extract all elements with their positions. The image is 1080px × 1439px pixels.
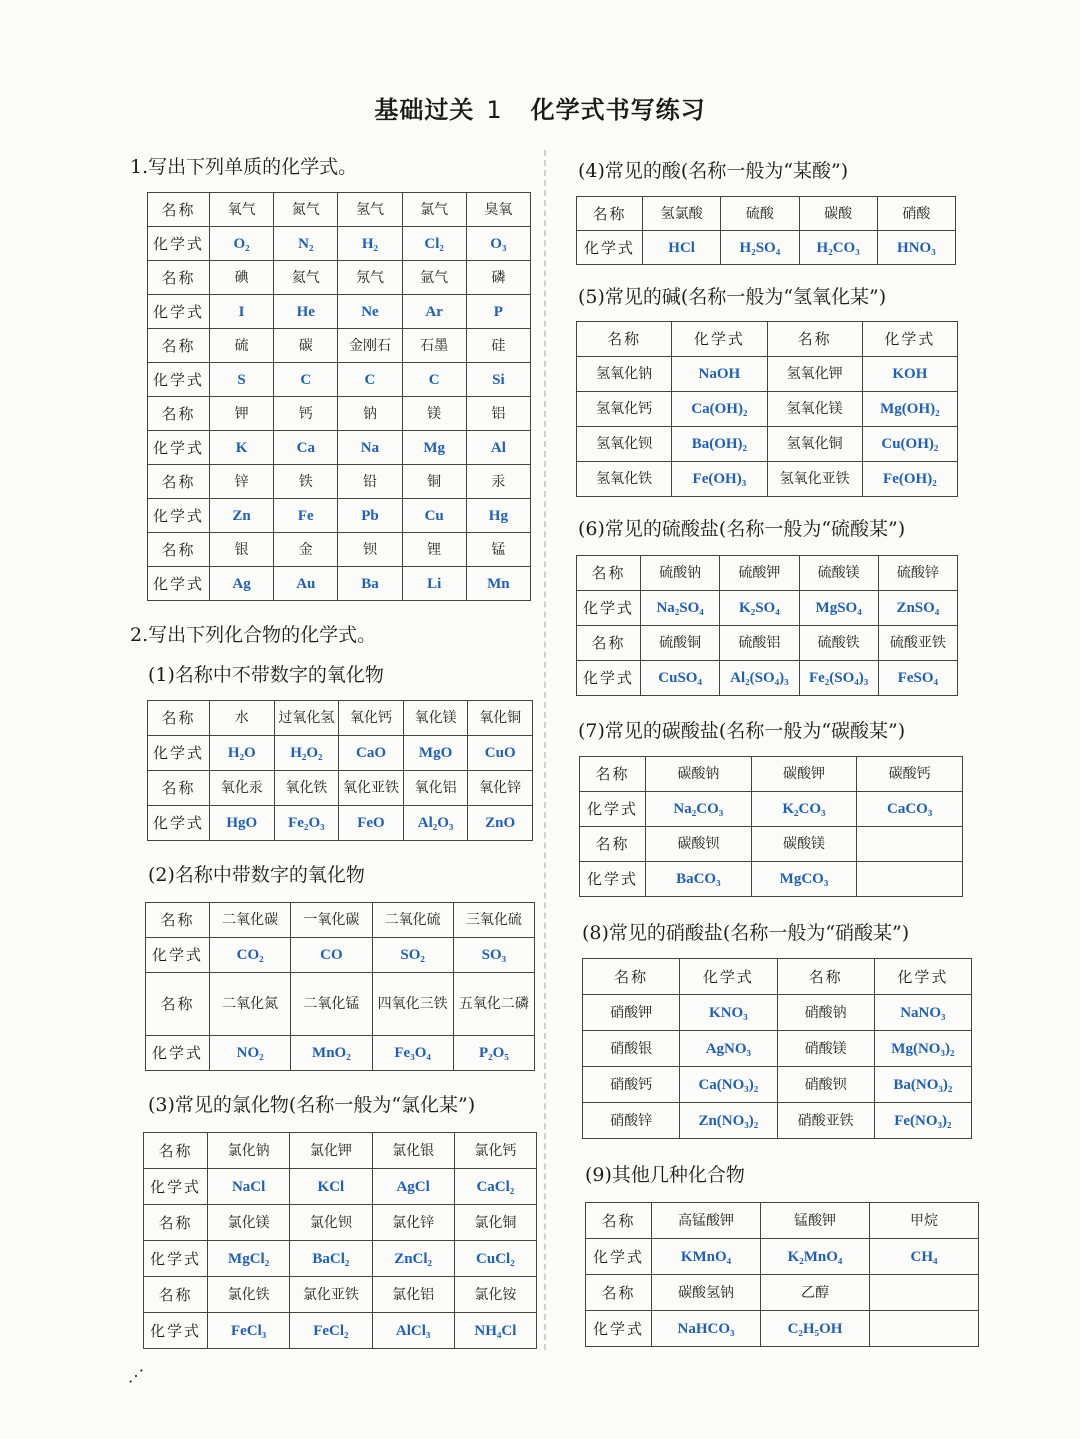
- formula-label: 化学式: [148, 227, 210, 261]
- formula-cell: NaHCO₃: [652, 1311, 761, 1347]
- formula-label: 化学式: [148, 736, 210, 771]
- formula-cell: HgO: [210, 806, 275, 841]
- compound-name: 二氧化硫: [372, 903, 453, 938]
- compound-name: 汞: [466, 465, 530, 499]
- formula-cell: C₂H₅OH: [761, 1311, 870, 1347]
- compound-name: 氧化锌: [468, 771, 533, 806]
- compound-name: 硫酸镁: [799, 556, 878, 591]
- formula-cell: Ne: [338, 295, 402, 329]
- nitrate-table: [582, 958, 972, 1139]
- formula-cell: FeO: [339, 806, 404, 841]
- compound-name: 氢氧化钙: [577, 392, 672, 427]
- compound-name: 硫酸: [721, 197, 799, 231]
- formula-cell: ZnO: [468, 806, 533, 841]
- compound-name: 钙: [274, 397, 338, 431]
- s2-heading: (2)名称中带数字的氧化物: [148, 864, 365, 886]
- formula-label: 化学式: [577, 591, 641, 626]
- formula-cell: SO₂: [372, 938, 453, 973]
- formula-label: 化学式: [146, 1036, 210, 1071]
- compound-name: 高锰酸钾: [652, 1203, 761, 1239]
- compound-name: 硝酸镁: [777, 1031, 874, 1067]
- formula-cell: Fe: [274, 499, 338, 533]
- formula-cell: CH₄: [870, 1239, 979, 1275]
- compound-name: 金: [274, 533, 338, 567]
- formula-label: 化学式: [148, 806, 210, 841]
- compound-name: 氯化铝: [372, 1277, 454, 1313]
- compound-name: 碳酸钙: [857, 757, 963, 792]
- formula-cell: ZnCl₂: [372, 1241, 454, 1277]
- compound-name: 氯化铁: [208, 1277, 290, 1313]
- formula-cell: KOH: [862, 357, 957, 392]
- name-label: 名称: [586, 1275, 652, 1311]
- compound-name: 氯化钙: [454, 1133, 536, 1169]
- formula-cell: CO₂: [210, 938, 291, 973]
- formula-cell: KCl: [290, 1169, 372, 1205]
- formula-cell: KNO₃: [680, 995, 777, 1031]
- formula-cell: Hg: [466, 499, 530, 533]
- formula-cell: NH₄Cl: [454, 1313, 536, 1349]
- formula-label: 化学式: [148, 363, 210, 397]
- formula-cell: CaCl₂: [454, 1169, 536, 1205]
- formula-cell: Si: [466, 363, 530, 397]
- formula-cell: CuCl₂: [454, 1241, 536, 1277]
- formula-cell: Fe₃O₄: [372, 1036, 453, 1071]
- formula-cell: MgCO₃: [751, 862, 857, 897]
- formula-label: 化学式: [144, 1241, 208, 1277]
- compound-name: 硫: [210, 329, 274, 363]
- formula-cell: FeSO₄: [878, 661, 957, 696]
- name-label: 名称: [577, 556, 641, 591]
- footer-mark: ⋰: [128, 1366, 144, 1385]
- q2-heading: 2.写出下列化合物的化学式。: [130, 624, 377, 646]
- formula-label: 化学式: [580, 792, 646, 827]
- formula-cell: MgCl₂: [208, 1241, 290, 1277]
- carbonate-table: [579, 756, 963, 897]
- compound-name: 硫酸亚铁: [878, 626, 957, 661]
- formula-cell: Fe₂(SO₄)₃: [799, 661, 878, 696]
- formula-cell: Fe₂O₃: [274, 806, 339, 841]
- formula-cell: Al₂(SO₄)₃: [720, 661, 799, 696]
- compound-name: 氮气: [274, 193, 338, 227]
- formula-cell: AgCl: [372, 1169, 454, 1205]
- compound-name: 硝酸银: [583, 1031, 680, 1067]
- compound-name: 钡: [338, 533, 402, 567]
- empty-cell: [870, 1311, 979, 1347]
- formula-cell: FeCl₂: [290, 1313, 372, 1349]
- formula-cell: CaO: [339, 736, 404, 771]
- compound-name: 铜: [402, 465, 466, 499]
- compound-name: 石墨: [402, 329, 466, 363]
- header-name: 名称: [767, 322, 862, 357]
- formula-cell: AlCl₃: [372, 1313, 454, 1349]
- formula-cell: Zn: [210, 499, 274, 533]
- compound-name: 铅: [338, 465, 402, 499]
- compound-name: 碳酸钠: [646, 757, 752, 792]
- acid-table: [576, 196, 956, 265]
- formula-cell: SO₃: [453, 938, 534, 973]
- s7-heading: (7)常见的碳酸盐(名称一般为“碳酸某”): [578, 720, 906, 742]
- compound-name: 过氧化氢: [274, 701, 339, 736]
- compound-name: 金刚石: [338, 329, 402, 363]
- name-label: 名称: [580, 757, 646, 792]
- compound-name: 氢氧化钡: [577, 427, 672, 462]
- formula-cell: Ca(NO₃)₂: [680, 1067, 777, 1103]
- compound-name: 硝酸钾: [583, 995, 680, 1031]
- compound-name: 碳酸: [799, 197, 877, 231]
- name-label: 名称: [144, 1205, 208, 1241]
- compound-name: 氯化铜: [454, 1205, 536, 1241]
- formula-label: 化学式: [148, 567, 210, 601]
- formula-cell: K₂CO₃: [751, 792, 857, 827]
- formula-label: 化学式: [146, 938, 210, 973]
- s6-heading: (6)常见的硫酸盐(名称一般为“硫酸某”): [578, 518, 906, 540]
- name-label: 名称: [144, 1277, 208, 1313]
- formula-cell: O₃: [466, 227, 530, 261]
- compound-name: 氢氯酸: [643, 197, 721, 231]
- header-formula: 化学式: [680, 959, 777, 995]
- name-label: 名称: [144, 1133, 208, 1169]
- formula-cell: Cu(OH)₂: [862, 427, 957, 462]
- formula-cell: Ca(OH)₂: [672, 392, 767, 427]
- name-label: 名称: [577, 197, 643, 231]
- compound-name: 氯化锌: [372, 1205, 454, 1241]
- compound-name: 硫酸铜: [641, 626, 720, 661]
- formula-cell: Ar: [402, 295, 466, 329]
- name-label: 名称: [577, 626, 641, 661]
- formula-cell: H₂CO₃: [799, 231, 877, 265]
- compound-name: 银: [210, 533, 274, 567]
- empty-cell: [857, 862, 963, 897]
- formula-cell: C: [274, 363, 338, 397]
- name-label: 名称: [148, 261, 210, 295]
- formula-cell: Li: [402, 567, 466, 601]
- compound-name: 氧气: [210, 193, 274, 227]
- compound-name: 氢氧化钠: [577, 357, 672, 392]
- elements-table: [147, 192, 531, 601]
- formula-cell: Cu: [402, 499, 466, 533]
- name-label: 名称: [148, 701, 210, 736]
- formula-cell: Fe(NO₃)₂: [874, 1103, 971, 1139]
- compound-name: 一氧化碳: [291, 903, 372, 938]
- s3-heading: (3)常见的氯化物(名称一般为“氯化某”): [148, 1094, 476, 1116]
- compound-name: 硫酸钾: [720, 556, 799, 591]
- compound-name: 氧化汞: [210, 771, 275, 806]
- compound-name: 二氧化氮: [210, 973, 291, 1036]
- header-name: 名称: [777, 959, 874, 995]
- compound-name: 锂: [402, 533, 466, 567]
- compound-name: 甲烷: [870, 1203, 979, 1239]
- formula-cell: CO: [291, 938, 372, 973]
- compound-name: 水: [210, 701, 275, 736]
- formula-cell: K: [210, 431, 274, 465]
- page-title: [0, 90, 1080, 125]
- formula-cell: Mg: [402, 431, 466, 465]
- compound-name: 铁: [274, 465, 338, 499]
- compound-name: 乙醇: [761, 1275, 870, 1311]
- compound-name: 氖气: [338, 261, 402, 295]
- chloride-table: [143, 1132, 537, 1349]
- compound-name: 硝酸钠: [777, 995, 874, 1031]
- formula-cell: K₂MnO₄: [761, 1239, 870, 1275]
- compound-name: 钾: [210, 397, 274, 431]
- compound-name: 锰: [466, 533, 530, 567]
- formula-cell: H₂O₂: [274, 736, 339, 771]
- compound-name: 硝酸钙: [583, 1067, 680, 1103]
- formula-cell: KMnO₄: [652, 1239, 761, 1275]
- formula-cell: MgO: [403, 736, 468, 771]
- header-formula: 化学式: [862, 322, 957, 357]
- formula-cell: S: [210, 363, 274, 397]
- compound-name: 硝酸亚铁: [777, 1103, 874, 1139]
- header-name: 名称: [583, 959, 680, 995]
- formula-label: 化学式: [577, 661, 641, 696]
- compound-name: 氢氧化镁: [767, 392, 862, 427]
- compound-name: 氢氧化铁: [577, 462, 672, 497]
- compound-name: 氧化铁: [274, 771, 339, 806]
- oxide-table-1: [147, 700, 533, 841]
- s8-heading: (8)常见的硝酸盐(名称一般为“硝酸某”): [582, 922, 910, 944]
- formula-cell: P₂O₅: [453, 1036, 534, 1071]
- compound-name: 氦气: [274, 261, 338, 295]
- compound-name: 硫酸铝: [720, 626, 799, 661]
- compound-name: 氢气: [338, 193, 402, 227]
- formula-cell: Ag: [210, 567, 274, 601]
- name-label: 名称: [146, 973, 210, 1036]
- compound-name: 碘: [210, 261, 274, 295]
- formula-cell: Al: [466, 431, 530, 465]
- compound-name: 二氧化碳: [210, 903, 291, 938]
- formula-cell: MnO₂: [291, 1036, 372, 1071]
- name-label: 名称: [148, 465, 210, 499]
- title-main: 基础过关: [374, 96, 475, 124]
- formula-cell: Na₂CO₃: [646, 792, 752, 827]
- compound-name: 氯化铵: [454, 1277, 536, 1313]
- compound-name: 氢氧化钾: [767, 357, 862, 392]
- formula-label: 化学式: [144, 1313, 208, 1349]
- formula-label: 化学式: [148, 295, 210, 329]
- name-label: 名称: [148, 397, 210, 431]
- formula-cell: Ba(OH)₂: [672, 427, 767, 462]
- name-label: 名称: [148, 193, 210, 227]
- formula-cell: Au: [274, 567, 338, 601]
- s5-heading: (5)常见的碱(名称一般为“氢氧化某”): [578, 286, 887, 308]
- formula-cell: BaCl₂: [290, 1241, 372, 1277]
- formula-cell: K₂SO₄: [720, 591, 799, 626]
- compound-name: 氯化钡: [290, 1205, 372, 1241]
- formula-cell: Mg(NO₃)₂: [874, 1031, 971, 1067]
- compound-name: 二氧化锰: [291, 973, 372, 1036]
- formula-label: 化学式: [577, 231, 643, 265]
- compound-name: 氢氧化亚铁: [767, 462, 862, 497]
- formula-cell: HCl: [643, 231, 721, 265]
- formula-cell: MgSO₄: [799, 591, 878, 626]
- compound-name: 硝酸: [877, 197, 955, 231]
- formula-cell: Mg(OH)₂: [862, 392, 957, 427]
- compound-name: 碳酸镁: [751, 827, 857, 862]
- header-formula: 化学式: [672, 322, 767, 357]
- formula-label: 化学式: [580, 862, 646, 897]
- compound-name: 硅: [466, 329, 530, 363]
- formula-label: 化学式: [586, 1311, 652, 1347]
- compound-name: 五氧化二磷: [453, 973, 534, 1036]
- formula-cell: FeCl₃: [208, 1313, 290, 1349]
- formula-cell: AgNO₃: [680, 1031, 777, 1067]
- compound-name: 氧化亚铁: [339, 771, 404, 806]
- compound-name: 锌: [210, 465, 274, 499]
- oxide-table-2: [145, 902, 535, 1071]
- formula-cell: Ba(NO₃)₂: [874, 1067, 971, 1103]
- compound-name: 臭氧: [466, 193, 530, 227]
- formula-cell: CuO: [468, 736, 533, 771]
- formula-cell: NO₂: [210, 1036, 291, 1071]
- header-formula: 化学式: [874, 959, 971, 995]
- formula-cell: CuSO₄: [641, 661, 720, 696]
- formula-cell: Pb: [338, 499, 402, 533]
- formula-cell: Al₂O₃: [403, 806, 468, 841]
- title-sub: 化学式书写练习: [530, 96, 706, 124]
- name-label: 名称: [580, 827, 646, 862]
- formula-cell: Na: [338, 431, 402, 465]
- formula-cell: Fe(OH)₃: [672, 462, 767, 497]
- name-label: 名称: [146, 903, 210, 938]
- compound-name: 氯气: [402, 193, 466, 227]
- name-label: 名称: [148, 771, 210, 806]
- formula-cell: NaCl: [208, 1169, 290, 1205]
- s4-heading: (4)常见的酸(名称一般为“某酸”): [578, 160, 849, 182]
- empty-cell: [870, 1275, 979, 1311]
- formula-cell: Ca: [274, 431, 338, 465]
- compound-name: 磷: [466, 261, 530, 295]
- compound-name: 锰酸钾: [761, 1203, 870, 1239]
- compound-name: 硫酸锌: [878, 556, 957, 591]
- s9-heading: (9)其他几种化合物: [585, 1164, 745, 1186]
- formula-label: 化学式: [148, 499, 210, 533]
- formula-cell: He: [274, 295, 338, 329]
- formula-cell: P: [466, 295, 530, 329]
- compound-name: 碳酸氢钠: [652, 1275, 761, 1311]
- compound-name: 硝酸钡: [777, 1067, 874, 1103]
- formula-label: 化学式: [148, 431, 210, 465]
- formula-cell: Na₂SO₄: [641, 591, 720, 626]
- formula-label: 化学式: [586, 1239, 652, 1275]
- header-name: 名称: [577, 322, 672, 357]
- compound-name: 氧化铜: [468, 701, 533, 736]
- compound-name: 氯化镁: [208, 1205, 290, 1241]
- compound-name: 氯化钠: [208, 1133, 290, 1169]
- compound-name: 氧化钙: [339, 701, 404, 736]
- compound-name: 三氧化硫: [453, 903, 534, 938]
- formula-cell: H₂SO₄: [721, 231, 799, 265]
- empty-cell: [857, 827, 963, 862]
- compound-name: 氯化钾: [290, 1133, 372, 1169]
- column-divider: [544, 150, 546, 1350]
- compound-name: 碳酸钡: [646, 827, 752, 862]
- formula-cell: HNO₃: [877, 231, 955, 265]
- title-number: 1: [486, 96, 503, 124]
- formula-cell: C: [402, 363, 466, 397]
- formula-cell: N₂: [274, 227, 338, 261]
- compound-name: 碳: [274, 329, 338, 363]
- compound-name: 氩气: [402, 261, 466, 295]
- compound-name: 硫酸铁: [799, 626, 878, 661]
- formula-cell: Mn: [466, 567, 530, 601]
- formula-cell: O₂: [210, 227, 274, 261]
- formula-cell: ZnSO₄: [878, 591, 957, 626]
- name-label: 名称: [148, 533, 210, 567]
- sulfate-table: [576, 555, 958, 696]
- formula-cell: H₂O: [210, 736, 275, 771]
- formula-cell: Ba: [338, 567, 402, 601]
- formula-label: 化学式: [144, 1169, 208, 1205]
- formula-cell: I: [210, 295, 274, 329]
- compound-name: 氧化镁: [403, 701, 468, 736]
- compound-name: 氯化亚铁: [290, 1277, 372, 1313]
- formula-cell: Fe(OH)₂: [862, 462, 957, 497]
- formula-cell: NaNO₃: [874, 995, 971, 1031]
- base-table: [576, 321, 958, 497]
- compound-name: 氯化银: [372, 1133, 454, 1169]
- compound-name: 铝: [466, 397, 530, 431]
- formula-cell: C: [338, 363, 402, 397]
- compound-name: 镁: [402, 397, 466, 431]
- compound-name: 氢氧化铜: [767, 427, 862, 462]
- compound-name: 四氧化三铁: [372, 973, 453, 1036]
- formula-cell: H₂: [338, 227, 402, 261]
- other-compounds-table: [585, 1202, 979, 1347]
- compound-name: 硫酸钠: [641, 556, 720, 591]
- formula-cell: NaOH: [672, 357, 767, 392]
- compound-name: 氧化铝: [403, 771, 468, 806]
- compound-name: 硝酸锌: [583, 1103, 680, 1139]
- formula-cell: BaCO₃: [646, 862, 752, 897]
- name-label: 名称: [586, 1203, 652, 1239]
- formula-cell: Zn(NO₃)₂: [680, 1103, 777, 1139]
- compound-name: 碳酸钾: [751, 757, 857, 792]
- s1-heading: (1)名称中不带数字的氧化物: [148, 664, 384, 686]
- compound-name: 钠: [338, 397, 402, 431]
- name-label: 名称: [148, 329, 210, 363]
- q1-heading: 1.写出下列单质的化学式。: [130, 156, 358, 178]
- formula-cell: CaCO₃: [857, 792, 963, 827]
- formula-cell: Cl₂: [402, 227, 466, 261]
